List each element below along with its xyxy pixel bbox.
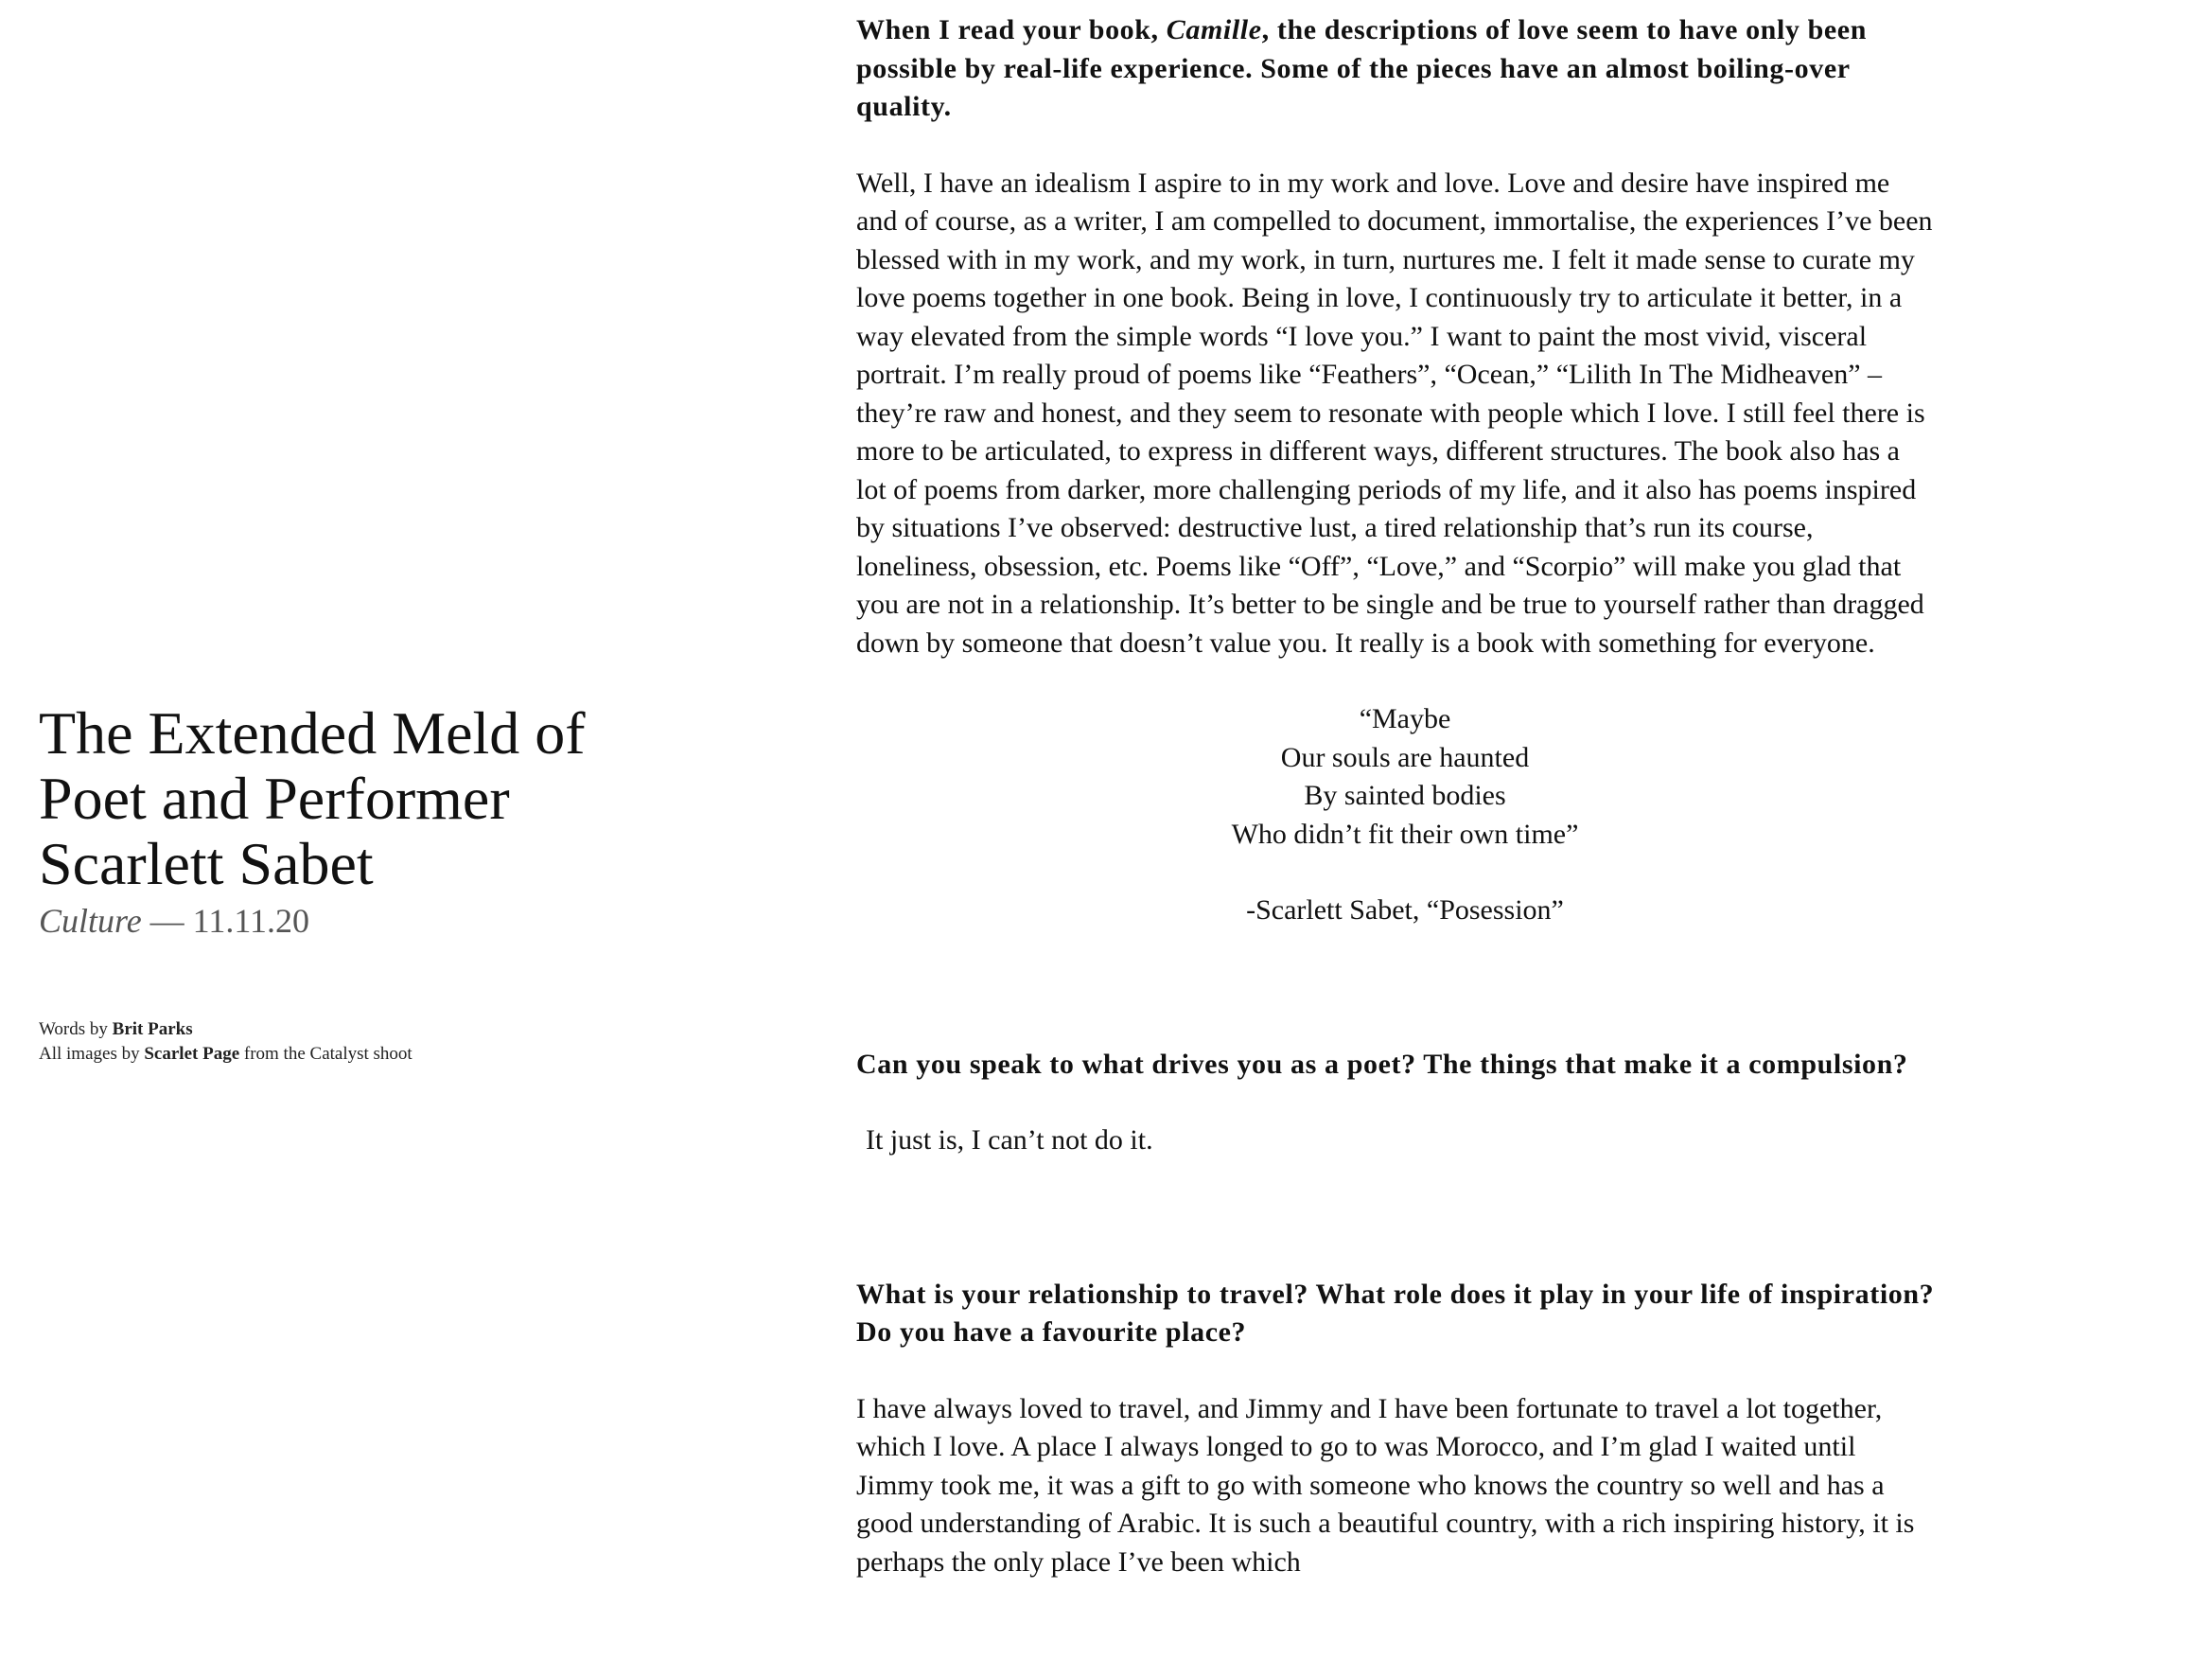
spacer bbox=[856, 930, 1935, 1046]
article-sidebar bbox=[39, 700, 777, 1067]
question-text: When I read your book, bbox=[856, 14, 1159, 45]
photographer-name: Scarlet Page bbox=[144, 1044, 240, 1064]
images-suffix: from the Catalyst shoot bbox=[243, 1044, 413, 1064]
poem-quote bbox=[856, 700, 1935, 854]
title-line: Poet and Performer bbox=[39, 765, 510, 832]
interview-question: Can you speak to what drives you as a poet? The things that make it a compulsion? bbox=[856, 1048, 1908, 1080]
page-title bbox=[39, 700, 777, 896]
interview-answer: Well, I have an idealism I aspire to in my work and love. Love and desire have inspired me and of course, as a writer, I am compelled to document, immortalise, the experiences I’ve been blessed with in my work, and my work, in turn, nurtures me. I felt it made sense to curate my love poems together in one book. Being in love, I continuously try to articulate it better, in a way elevated from the simple words “I love you.” I want to paint the most vivid, visceral portrait. I’m really proud of poems like “Feathers”, “Ocean,” “Lilith In The Midheaven” – they’re raw and honest, and they seem to resonate with people which I love. I still feel there is more to be articulated, to express in different ways, different structures. The book also has a lot of poems from darker, more challenging periods of my life, and it also has poems inspired by situations I’ve observed: destructive lust, a tired relationship that’s run its course, loneliness, obsession, etc. Poems like “Off”, “Love,” and “Scorpio” will make you glad that you are not in a relationship. It’s better to be single and be true to yourself rather than dragged down by someone that doesn’t value you. It really is a book with something for everyone. bbox=[856, 167, 1933, 659]
category-link[interactable]: Culture bbox=[39, 902, 142, 940]
title-line: The Extended Meld of bbox=[39, 699, 586, 767]
interview-answer: It just is, I can’t not do it. bbox=[866, 1124, 1153, 1156]
meta-separator: — bbox=[149, 902, 184, 940]
words-credit bbox=[39, 1017, 777, 1042]
author-name: Brit Parks bbox=[112, 1019, 193, 1039]
article-meta bbox=[39, 900, 777, 942]
images-prefix: All images by bbox=[39, 1044, 140, 1064]
poem-line: Our souls are haunted bbox=[1280, 741, 1530, 773]
question-text: , the descriptions of love seem to have only been possible by real-life experience. Some of the pieces have an almost boiling-over quality. bbox=[856, 14, 1868, 122]
spacer bbox=[856, 1160, 1935, 1276]
poem-line: By sainted bodies bbox=[1304, 780, 1506, 811]
interview-question bbox=[856, 11, 1935, 127]
title-line: Scarlett Sabet bbox=[39, 830, 374, 897]
interview-question: What is your relationship to travel? What role does it play in your life of inspiration? Do you have a favourite place? bbox=[856, 1278, 1935, 1348]
poem-line: “Maybe bbox=[1359, 703, 1451, 734]
images-credit bbox=[39, 1042, 777, 1067]
words-prefix: Words by bbox=[39, 1019, 108, 1039]
poem-attribution: -Scarlett Sabet, “Posession” bbox=[1246, 894, 1564, 926]
poem-line: Who didn’t fit their own time” bbox=[1231, 818, 1579, 850]
book-title: Camille bbox=[1166, 14, 1262, 45]
interview-answer: I have always loved to travel, and Jimmy and I have been fortunate to travel a lot together, which I love. A place I always longed to go to was Morocco, and I’m glad I waited until Jimmy took me, it was a gift to go with someone who knows the country so well and has a good understanding of Arabic. It is such a beautiful country, with a rich inspiring history, it is perhaps the only place I’ve been which bbox=[856, 1392, 1915, 1578]
credits bbox=[39, 1017, 777, 1067]
publish-date: 11.11.20 bbox=[192, 902, 309, 940]
article-body bbox=[856, 11, 1935, 1581]
